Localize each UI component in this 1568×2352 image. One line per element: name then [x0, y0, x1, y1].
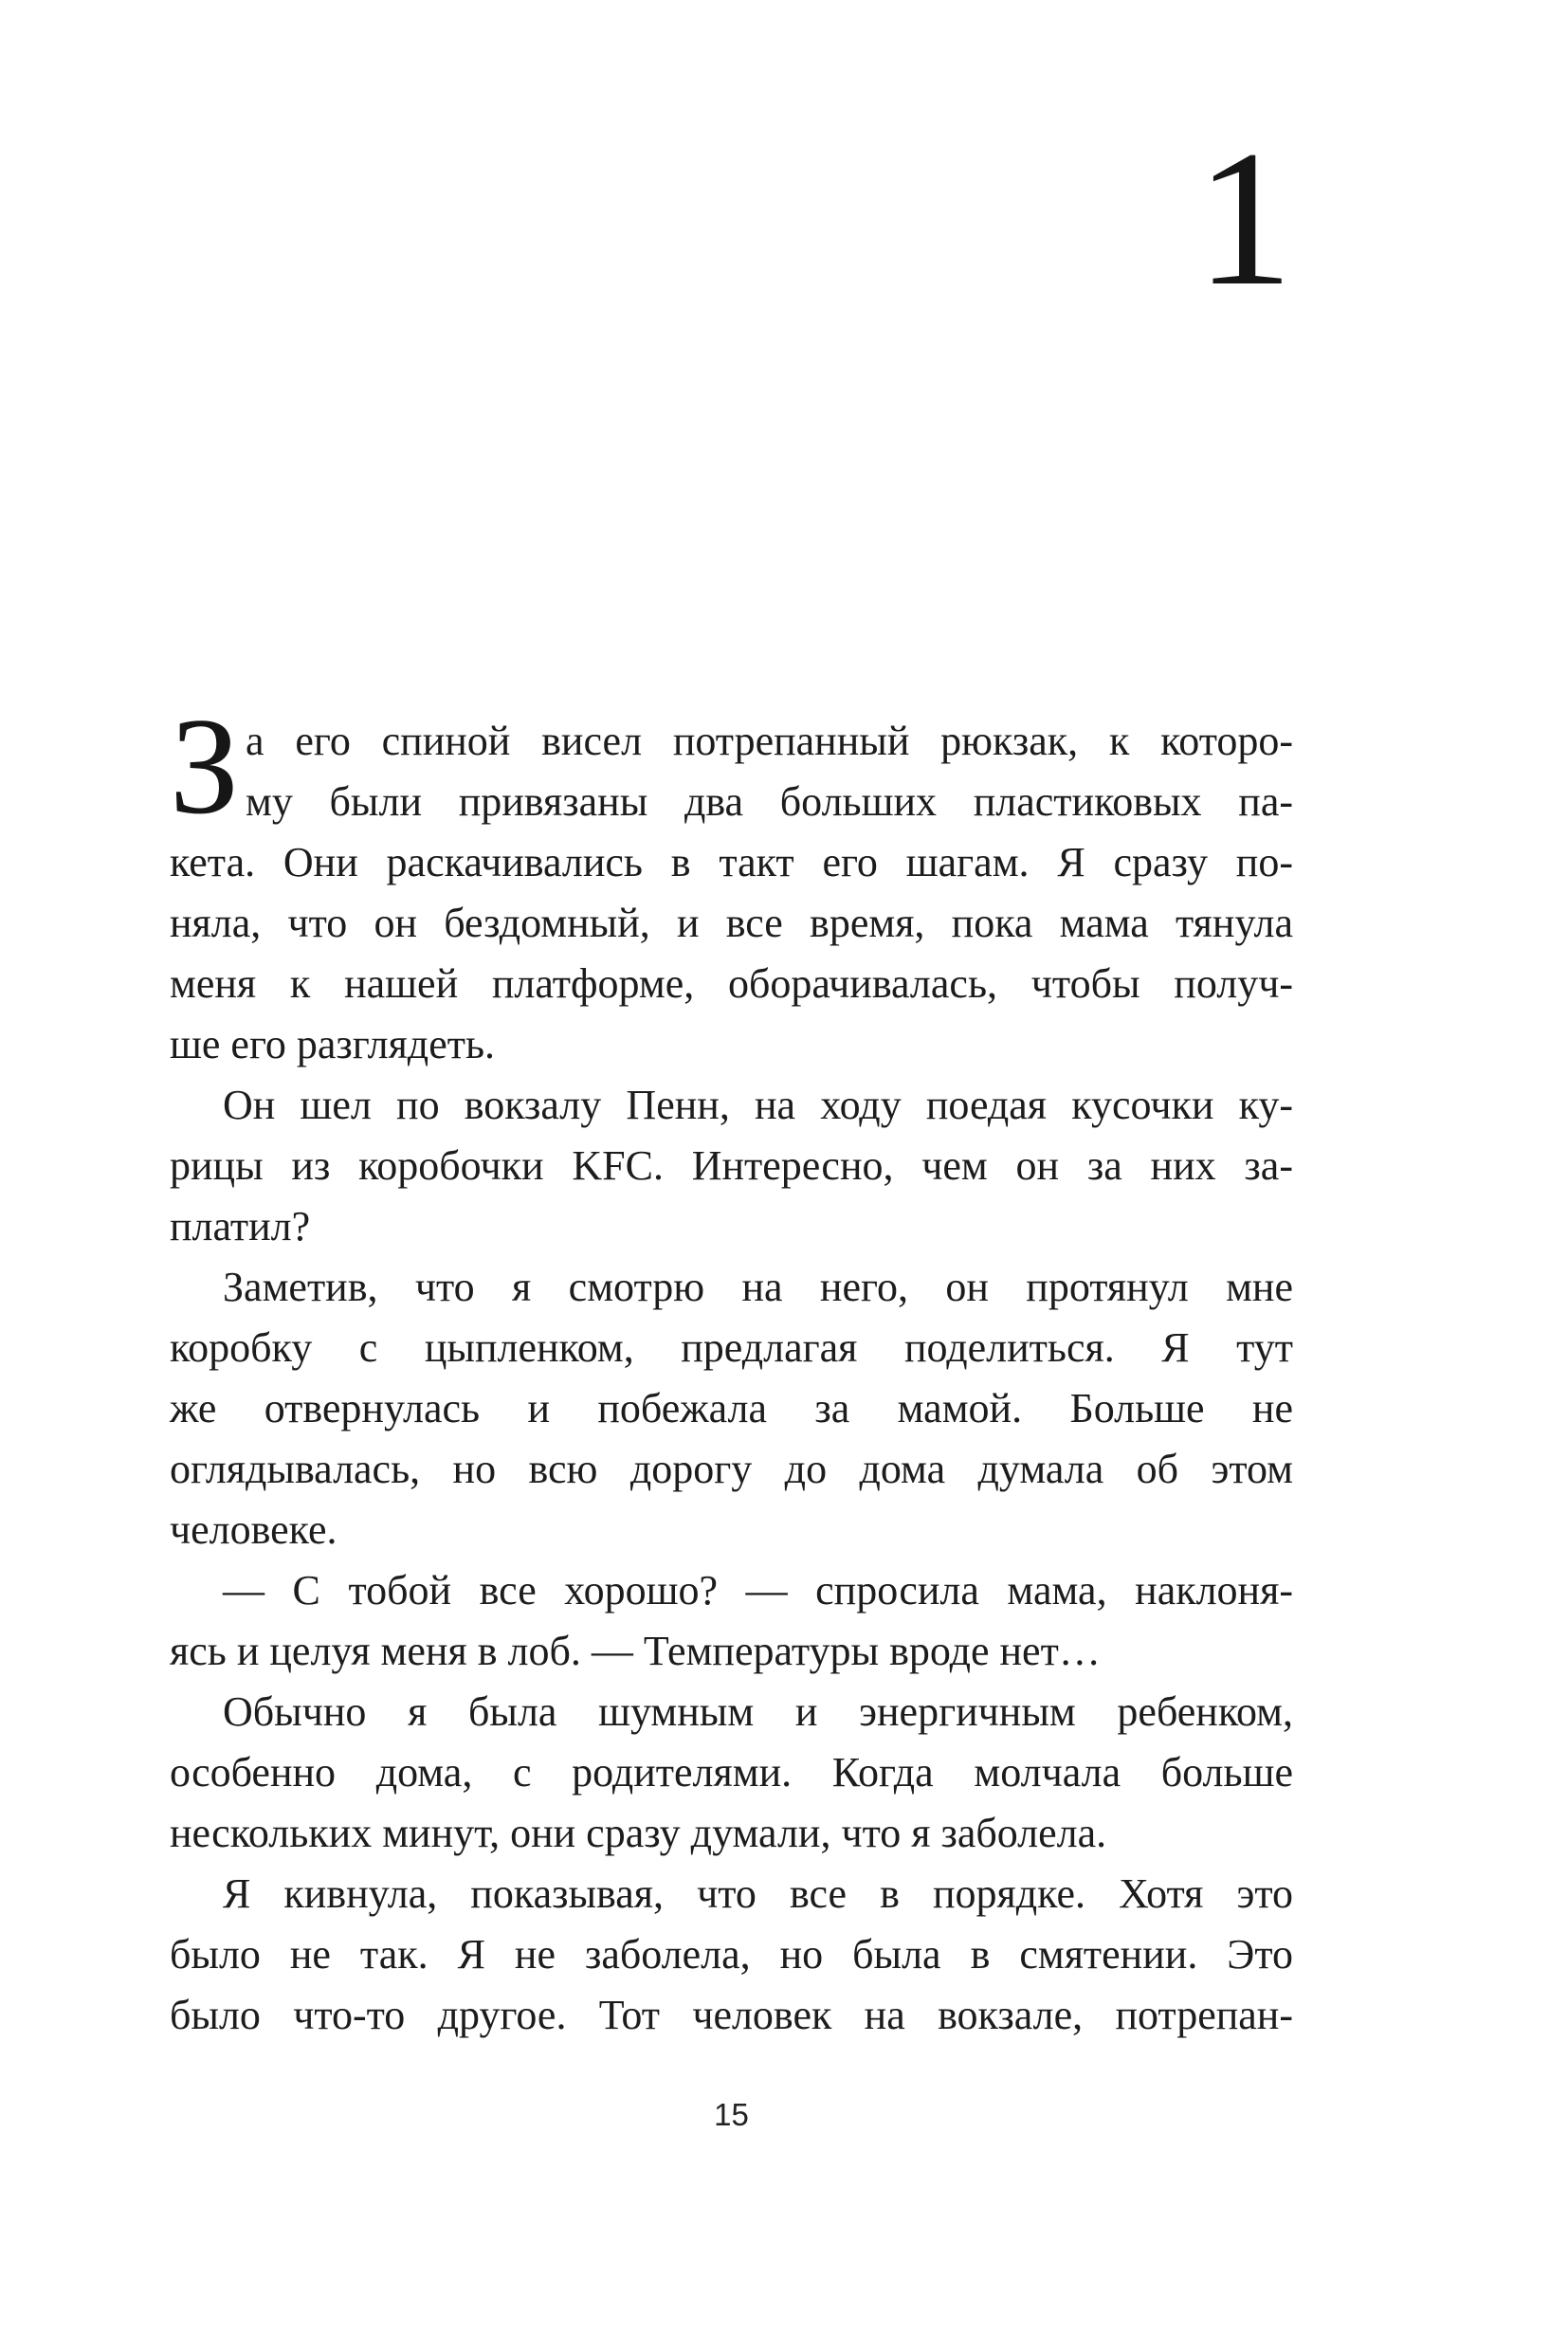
- text-line: му были привязаны два больших пластиковых па-: [246, 778, 1293, 825]
- paragraph: [170, 1864, 1293, 2046]
- paragraph: [170, 1682, 1293, 1864]
- text-line: няла, что он бездомный, и все время, пока мама тянула: [170, 900, 1293, 946]
- text-line: человеке.: [170, 1506, 337, 1553]
- text-block: [170, 689, 1293, 2046]
- text-line: нескольких минут, они сразу думали, что я заболела.: [170, 1810, 1107, 1856]
- paragraph: [170, 1075, 1293, 1257]
- chapter-number: 1: [1195, 111, 1293, 326]
- text-line: а его спиной висел потрепанный рюкзак, к которо-: [246, 718, 1293, 764]
- text-line: кета. Они раскачивались в такт его шагам. Я сразу по-: [170, 839, 1293, 885]
- paragraph-opening: [170, 689, 1293, 1075]
- text-line: платил?: [170, 1203, 311, 1249]
- text-line: ясь и целуя меня в лоб. — Температуры вроде нет…: [170, 1628, 1101, 1674]
- text-line: же отвернулась и побежала за мамой. Больше не: [170, 1385, 1293, 1431]
- text-line: Заметив, что я смотрю на него, он протянул мне: [223, 1264, 1293, 1310]
- page-number: 15: [714, 2097, 749, 2132]
- text-line: ше его разглядеть.: [170, 1021, 496, 1067]
- text-line: — С тобой все хорошо? — спросила мама, наклоня-: [223, 1567, 1293, 1614]
- drop-cap-letter: З: [170, 689, 240, 843]
- paragraph-dialogue: [170, 1560, 1293, 1682]
- text-line: было что-то другое. Тот человек на вокзале, потрепан-: [170, 1992, 1293, 2038]
- text-line: рицы из коробочки KFC. Интересно, чем он за них за-: [170, 1142, 1293, 1189]
- text-line: коробку с цыпленком, предлагая поделиться. Я тут: [170, 1324, 1293, 1371]
- text-line: меня к нашей платформе, оборачивалась, чтобы получ-: [170, 960, 1293, 1007]
- text-line: было не так. Я не заболела, но была в смятении. Это: [170, 1931, 1293, 1978]
- text-line: Я кивнула, показывая, что все в порядке. Хотя это: [223, 1870, 1293, 1917]
- text-line: Он шел по вокзалу Пенн, на ходу поедая кусочки ку-: [223, 1082, 1293, 1128]
- text-line: оглядывалась, но всю дорогу до дома думала об этом: [170, 1446, 1293, 1492]
- text-line: особенно дома, с родителями. Когда молчала больше: [170, 1749, 1293, 1796]
- text-line: Обычно я была шумным и энергичным ребенком,: [223, 1688, 1293, 1735]
- paragraph: [170, 1257, 1293, 1560]
